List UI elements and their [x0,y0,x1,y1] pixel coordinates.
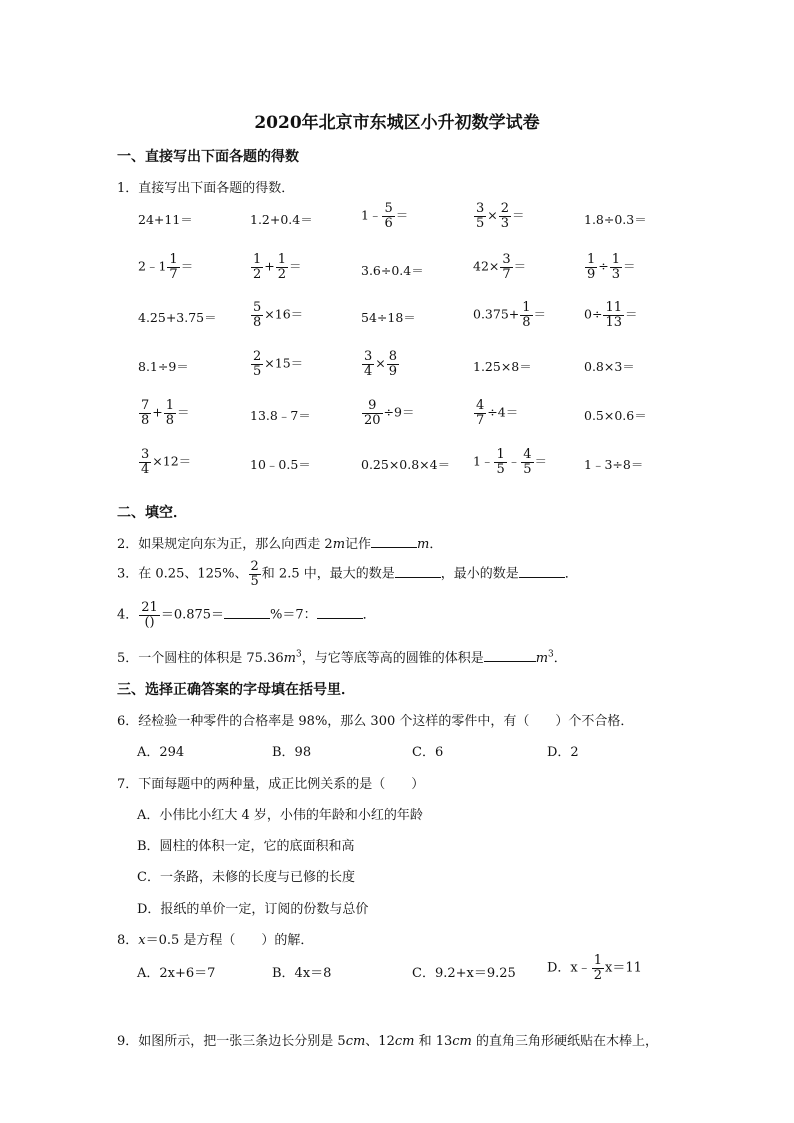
q7-option-b: B．圆柱的体积一定，它的底面积和高 [137,839,355,854]
calc-r3-c5: 0÷ $\frac{11}{13}$ ＝ [584,300,638,330]
question-2: 2．如果规定向东为正，那么向西走 2m记作 m． [117,537,443,552]
question-7: 7．下面每题中的两种量，成正比例关系的是（ ） [117,777,425,792]
question-4: 4． 21 () ＝0.875＝ %＝7： ． [117,600,376,630]
calc-r3-c1: 4.25+3.75＝ [138,310,217,325]
answer-blank [224,608,270,619]
q6-option-d: D．2 [547,745,579,760]
calc-r5-c2: 13.8﹣7＝ [250,408,311,423]
question-9: 9．如图所示，把一张三条边长分别是 5cm、12cm 和 13cm 的直角三角形硬纸贴在木棒上， [117,1034,659,1049]
q6-option-a: A．294 [137,745,185,760]
answer-blank [484,651,536,662]
calc-r1-c1: 24+11＝ [138,212,193,227]
q6-option-b: B．98 [272,745,312,760]
q8-option-d: D．x﹣ $\frac{1}{2}$ x＝11 [547,953,642,983]
calc-r1-c5: 1.8÷0.3＝ [584,212,647,227]
question-6: 6．经检验一种零件的合格率是 98%，那么 300 个这样的零件中，有（ ）个不合格． [117,714,634,729]
section-3-heading: 三、选择正确答案的字母填在括号里． [117,682,355,698]
answer-blank [317,608,363,619]
calc-r3-c2: $\frac{5}{8}$ ×16＝ [253,300,304,330]
calc-r1-c3: 1﹣ $\frac{5}{6}$ ＝ [361,201,409,231]
calc-r2-c5: $\frac{1}{9}$ ÷ $\frac{1}{3}$ ＝ [587,252,636,282]
calc-r1-c4: $\frac{3}{5}$ × $\frac{2}{3}$ ＝ [476,201,525,231]
answer-blank [395,567,441,578]
calc-r2-c2: $\frac{1}{2}$ + $\frac{1}{2}$ ＝ [253,252,302,282]
calc-r4-c5: 0.8×3＝ [584,359,635,374]
calc-r6-c2: 10﹣0.5＝ [250,457,311,472]
calc-r2-c1: 2﹣1 $\frac{1}{7}$ ＝ [138,252,194,282]
calc-r4-c4: 1.25×8＝ [473,359,532,374]
calc-r4-c1: 8.1÷9＝ [138,359,189,374]
calc-r5-c3: $\frac{9}{20}$ ÷9＝ [364,398,415,428]
calc-r6-c1: $\frac{3}{4}$ ×12＝ [141,447,192,477]
calc-r1-c2: 1.2+0.4＝ [250,212,313,227]
answer-blank [371,537,417,548]
question-8: 8．x＝0.5 是方程（ ）的解． [117,933,314,948]
calc-r4-c2: $\frac{2}{5}$ ×15＝ [253,349,304,379]
section-2-heading: 二、填空． [117,505,187,521]
calc-r4-c3: $\frac{3}{4}$ × $\frac{8}{9}$ [364,349,398,379]
calc-r5-c4: $\frac{4}{7}$ ÷4＝ [476,398,519,428]
q8-option-c: C．9.2+x＝9.25 [412,966,516,981]
question-3: 3．在 0.25、125%、 $\frac{2}{5}$ 和 2.5 中，最大的数是 ，最小的数是 ． [117,559,578,589]
q8-option-a: A．2x+6＝7 [137,966,216,981]
page-title: 2020年北京市东城区小升初数学试卷 [254,113,540,133]
q7-option-d: D．报纸的单价一定，订阅的份数与总价 [137,902,369,917]
section-1-heading: 一、直接写出下面各题的得数 [117,149,299,165]
calc-r2-c4: 42× $\frac{3}{7}$ ＝ [473,252,527,282]
calc-r6-c5: 1﹣3÷8＝ [584,457,644,472]
question-1: 1．直接写出下面各题的得数． [117,181,295,196]
calc-r5-c1: $\frac{7}{8}$ + $\frac{1}{8}$ ＝ [141,398,190,428]
answer-blank [519,567,565,578]
calc-r6-c3: 0.25×0.8×4＝ [361,457,451,472]
calc-r2-c3: 3.6÷0.4＝ [361,263,424,278]
q7-option-a: A．小伟比小红大 4 岁，小伟的年龄和小红的年龄 [137,808,423,823]
q7-option-c: C．一条路，未修的长度与已修的长度 [137,870,355,885]
calc-r3-c4: 0.375+ $\frac{1}{8}$ ＝ [473,300,547,330]
q6-option-c: C．6 [412,745,444,760]
calc-r3-c3: 54÷18＝ [361,310,416,325]
calc-r5-c5: 0.5×0.6＝ [584,408,647,423]
question-5: 5．一个圆柱的体积是 $75.36m^3$，与它等底等高的圆锥的体积是 $m^3$． [117,649,567,666]
calc-r6-c4: 1﹣ $\frac{1}{5}$ ﹣ $\frac{4}{5}$ ＝ [473,447,548,477]
q8-option-b: B．4x＝8 [272,966,332,981]
